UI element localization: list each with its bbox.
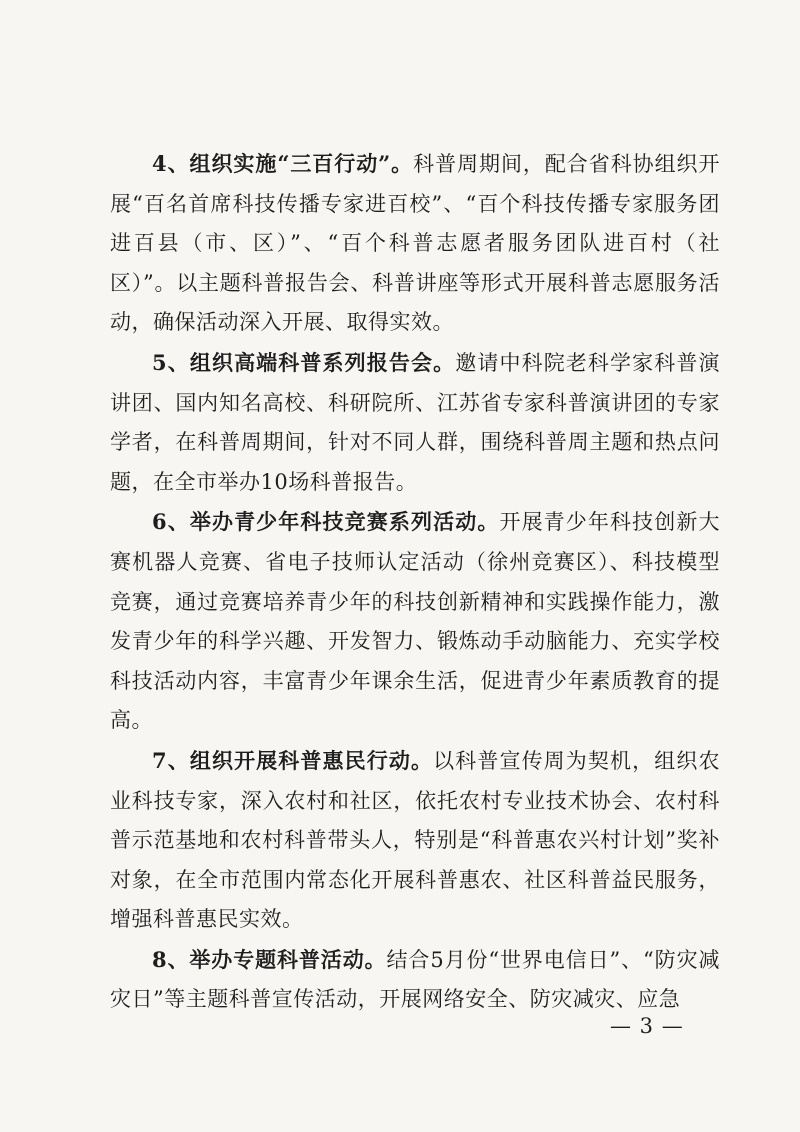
paragraph-5 [110, 343, 720, 502]
paragraph-6 [110, 502, 720, 741]
paragraph-6-heading: 6、举办青少年科技竞赛系列活动。 [152, 509, 500, 535]
paragraph-7-body: 以科普宣传周为契机，组织农业科技专家，深入农村和社区，依托农村专业技术协会、农村科普示范基地和农村科普带头人，特别是“科普惠农兴村计划”奖补对象，在全市范围内常态化开展科普惠农、社区科普益民服务，增强科普惠民实效。 [110, 748, 720, 932]
paragraph-4-heading: 4、组织实施“三百行动”。 [152, 151, 414, 176]
paragraph-5-body: 邀请中科院老科学家科普演讲团、国内知名高校、科研院所、江苏省专家科普演讲团的专家学者，在科普周期间，针对不同人群，围绕科普周主题和热点问题，在全市举办10场科普报告。 [110, 350, 720, 494]
paragraph-6-body: 开展青少年科技创新大赛机器人竞赛、省电子技师认定活动（徐州竞赛区）、科技模型竞赛，通过竞赛培养青少年的科技创新精神和实践操作能力，激发青少年的科学兴趣、开发智力、锻炼动手动脑能力、充实学校科技活动内容，丰富青少年课余生活，促进青少年素质教育的提高。 [110, 510, 720, 733]
paragraph-5-heading: 5、组织高端科普系列报告会。 [152, 349, 456, 375]
paragraph-7-heading: 7、组织开展科普惠民行动。 [152, 747, 434, 773]
page-number: — 3 — [610, 1014, 684, 1038]
paragraph-8-heading: 8、举办专题科普活动。 [152, 946, 387, 972]
paragraph-8 [110, 940, 720, 1020]
paragraph-4 [110, 144, 720, 343]
paragraph-7 [110, 741, 720, 940]
paragraph-8-body: 结合5月份“世界电信日”、“防灾减灾日”等主题科普宣传活动，开展网络安全、防灾减灾、应急 [110, 947, 720, 1012]
body-text [110, 144, 720, 1020]
paragraph-4-body: 科普周期间，配合省科协组织开展“百名首席科技传播专家进百校”、“百个科技传播专家服务团进百县（市、区）”、“百个科普志愿者服务团队进百村（社区）”。以主题科普报告会、科普讲座等形式开展科普志愿服务活动，确保活动深入开展、取得实效。 [110, 152, 720, 335]
